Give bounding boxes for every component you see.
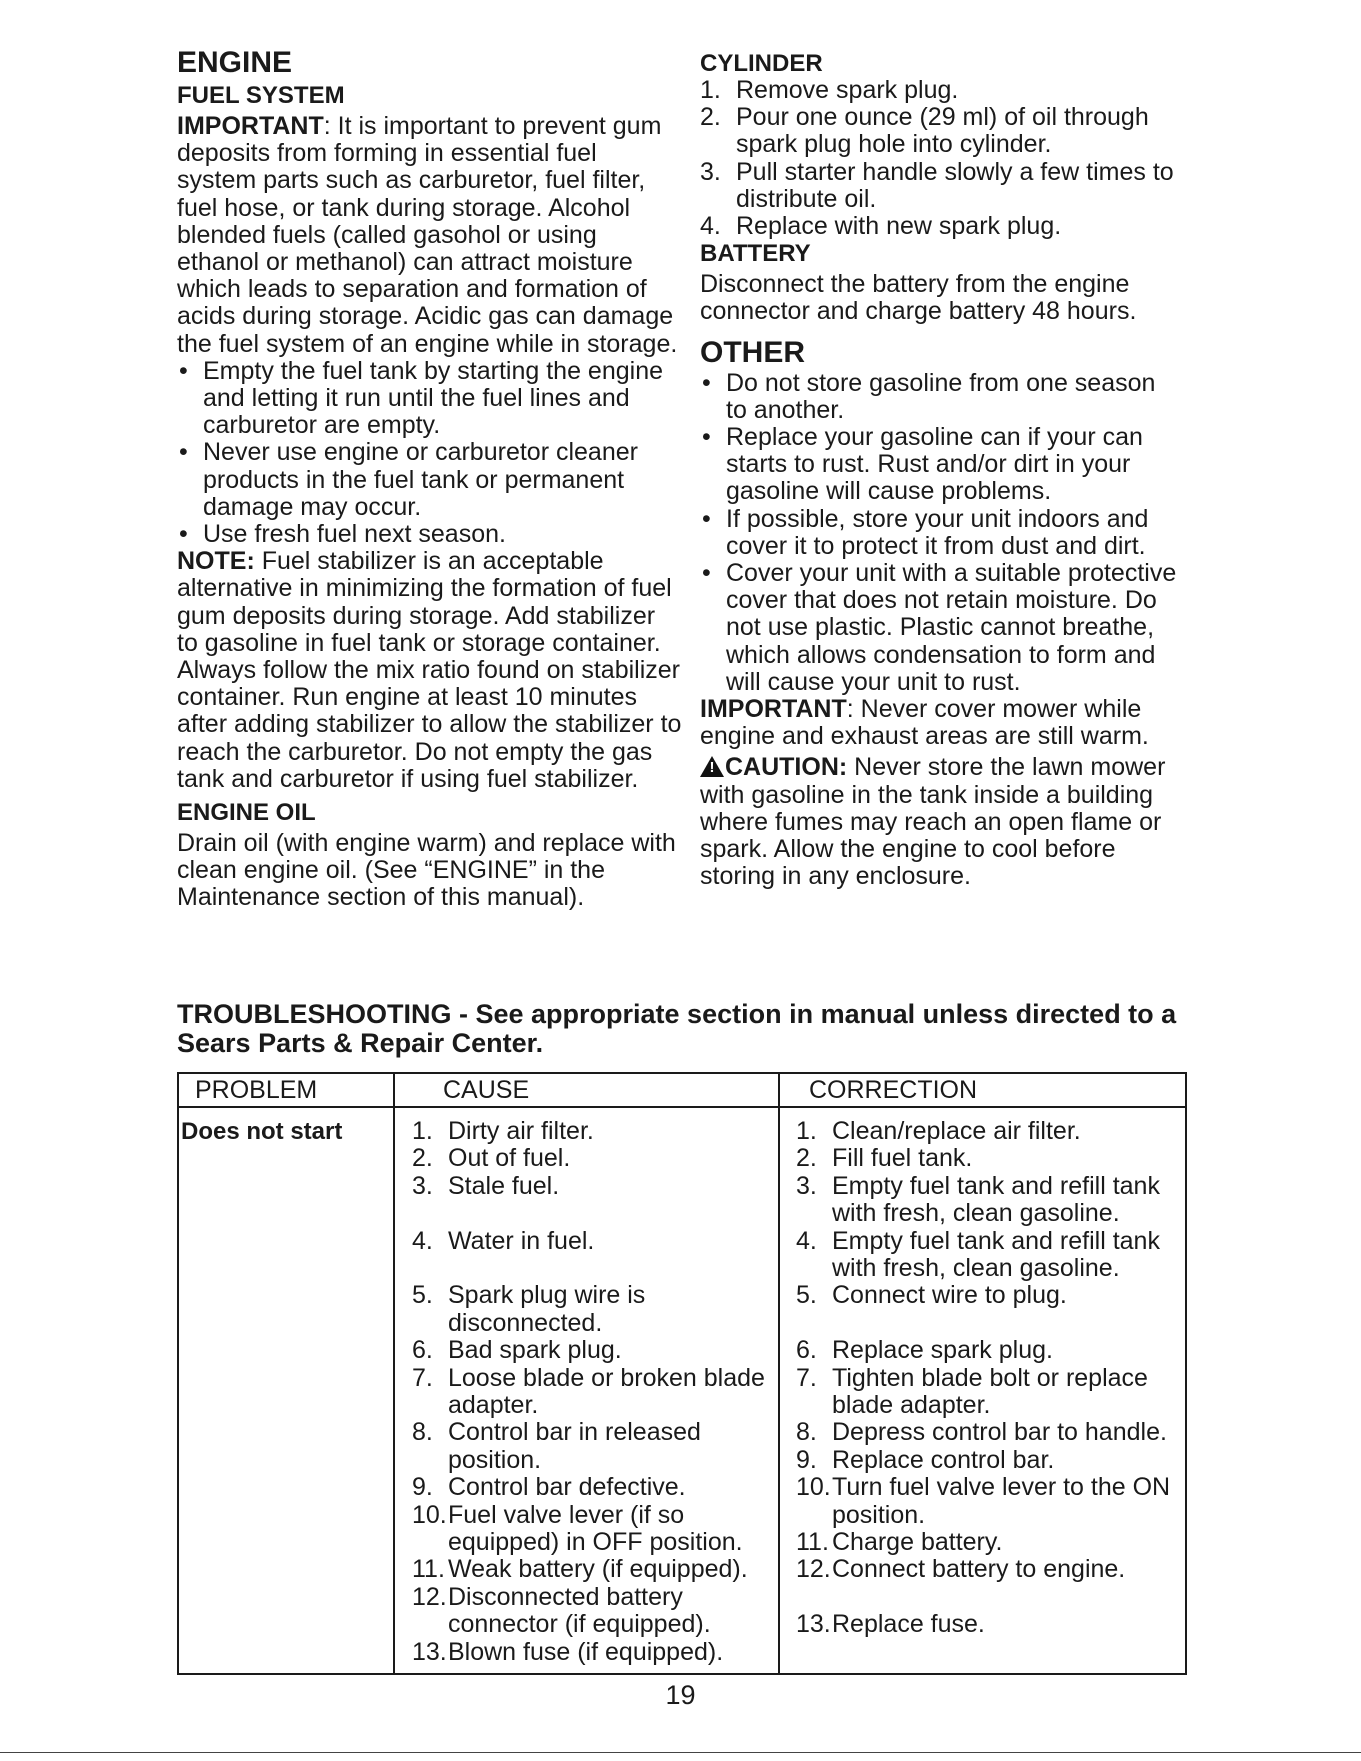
note-label: NOTE: (177, 547, 255, 576)
row-number: 13. (796, 1610, 831, 1639)
list-item (700, 159, 1180, 213)
row-number: 8. (796, 1418, 817, 1447)
header-correction: CORRECTION (809, 1076, 978, 1104)
correction-text: Turn fuel valve lever to the ON position. (832, 1473, 1171, 1529)
table-row (796, 1145, 1186, 1172)
row-number: 7. (412, 1363, 433, 1392)
row-number: 2. (412, 1144, 433, 1173)
list-item-text: Pull starter handle slowly a few times to distribute oil. (736, 157, 1174, 213)
table-header (179, 1074, 1185, 1108)
row-number: 13. (412, 1637, 447, 1666)
list-item (177, 521, 682, 548)
battery-text: Disconnect the battery from the engine connector and charge battery 48 hours. (700, 270, 1137, 326)
cause-text: Bad spark plug. (448, 1336, 622, 1365)
cause-text: Control bar defective. (448, 1473, 686, 1502)
row-number: 11. (796, 1528, 829, 1557)
row-number: 1. (412, 1117, 433, 1145)
problem-cell: Does not start (181, 1118, 343, 1145)
bullet-icon: • (702, 504, 711, 533)
table-row (412, 1228, 772, 1255)
table-row (412, 1145, 772, 1172)
cause-text: Weak battery (if equipped). (448, 1555, 748, 1584)
list-item-text: If possible, store your unit indoors and cover it to protect it from dust and dirt. (726, 504, 1149, 560)
correction-text: Empty fuel tank and refill tank with fresh, clean gasoline. (832, 1226, 1160, 1283)
important-label: IMPORTANT (700, 695, 847, 724)
engine-heading: ENGINE (177, 46, 293, 79)
troubleshooting-table (177, 1072, 1187, 1675)
cause-text: Blown fuse (if equipped). (448, 1637, 724, 1666)
list-item-text: Pour one ounce (29 ml) of oil through spark plug hole into cylinder. (736, 103, 1149, 159)
table-row (412, 1173, 772, 1200)
table-row (412, 1282, 772, 1337)
list-item-text: Empty the fuel tank by starting the engine and letting it run until the fuel lines and carburetor are empty. (203, 356, 663, 440)
list-item (700, 77, 1180, 104)
list-item (700, 424, 1180, 506)
table-row (412, 1118, 772, 1145)
table-row (796, 1611, 1186, 1638)
important-label: IMPORTANT (177, 112, 324, 140)
list-item (700, 370, 1180, 424)
row-number: 11. (412, 1555, 445, 1584)
bullet-icon: • (179, 356, 188, 385)
list-item (700, 560, 1180, 696)
row-number: 4. (412, 1226, 433, 1255)
step-number: 4. (700, 212, 721, 241)
cylinder-heading: CYLINDER (700, 50, 823, 77)
cylinder-steps (700, 77, 1180, 240)
row-number: 6. (412, 1336, 433, 1365)
list-item-text: Do not store gasoline from one season to another. (726, 368, 1156, 424)
caution-label: CAUTION: (725, 753, 848, 782)
list-item-text: Cover your unit with a suitable protective cover that does not retain moisture. Do not use plastic. Plastic cannot breathe, which allows condensation to form and will cause your unit to rust. (726, 559, 1177, 696)
correction-text: Empty fuel tank and refill tank with fresh, clean gasoline. (832, 1171, 1160, 1228)
list-item-text: Use fresh fuel next season. (203, 520, 506, 549)
table-row (796, 1365, 1186, 1420)
table-row (796, 1556, 1186, 1583)
step-number: 1. (700, 76, 721, 104)
note-paragraph (177, 548, 682, 793)
fuel-system-heading: FUEL SYSTEM (177, 82, 345, 109)
row-number: 1. (796, 1117, 817, 1145)
cause-text: Stale fuel. (448, 1171, 560, 1200)
bottom-rule (0, 1752, 1361, 1753)
row-number: 5. (412, 1281, 433, 1310)
correction-text: Replace fuse. (832, 1610, 985, 1639)
cause-text: Water in fuel. (448, 1226, 595, 1255)
list-item (700, 213, 1180, 240)
row-number: 7. (796, 1363, 817, 1392)
row-number: 12. (796, 1555, 831, 1584)
fuel-system-important (177, 113, 682, 358)
correction-text: Fill fuel tank. (832, 1144, 973, 1173)
table-row (796, 1447, 1186, 1474)
header-cause: CAUSE (443, 1076, 530, 1104)
caution-paragraph (700, 754, 1180, 890)
list-item (700, 506, 1180, 560)
list-item-text: Replace with new spark plug. (736, 212, 1062, 241)
table-row (412, 1584, 772, 1639)
column-divider (778, 1074, 780, 1673)
table-row (796, 1173, 1186, 1228)
row-number: 9. (412, 1473, 433, 1502)
troubleshooting-title: TROUBLESHOOTING - See appropriate section in manual unless directed to a Sears Parts & Repair Center. (177, 999, 1177, 1058)
battery-heading: BATTERY (700, 240, 811, 268)
row-number: 3. (412, 1171, 433, 1200)
list-item-text: Remove spark plug. (736, 76, 959, 104)
table-row (796, 1228, 1186, 1283)
cause-text: Loose blade or broken blade adapter. (448, 1363, 765, 1420)
row-number: 9. (796, 1445, 817, 1474)
step-number: 2. (700, 103, 721, 132)
list-item-text: Replace your gasoline can if your can starts to rust. Rust and/or dirt in your gasoline will cause problems. (726, 423, 1143, 506)
right-column (700, 46, 1180, 890)
row-number: 6. (796, 1336, 817, 1365)
cause-text: Disconnected battery connector (if equipped). (448, 1582, 711, 1639)
bullet-icon: • (179, 438, 188, 467)
warning-triangle-icon: ! (700, 756, 724, 777)
cause-text: Control bar in released position. (448, 1418, 701, 1474)
table-row (796, 1118, 1186, 1145)
table-row (412, 1419, 772, 1474)
cause-text: Spark plug wire is disconnected. (448, 1281, 646, 1337)
correction-text: Charge battery. (832, 1528, 1003, 1557)
header-problem: PROBLEM (195, 1076, 318, 1104)
list-item (177, 439, 682, 521)
correction-text: Tighten blade bolt or replace blade adapter. (832, 1363, 1148, 1420)
fuel-bullet-list (177, 358, 682, 548)
list-item-text: Never use engine or carburetor cleaner products in the fuel tank or permanent damage may occur. (203, 438, 638, 521)
correction-text: Replace control bar. (832, 1445, 1055, 1474)
engine-oil-heading: ENGINE OIL (177, 799, 316, 827)
column-divider (393, 1074, 395, 1673)
row-number: 8. (412, 1418, 433, 1447)
table-row (412, 1337, 772, 1364)
other-important (700, 696, 1180, 750)
cause-text: Dirty air filter. (448, 1117, 594, 1145)
row-number: 5. (796, 1281, 817, 1310)
left-column (177, 46, 682, 912)
correction-text: Connect wire to plug. (832, 1281, 1067, 1310)
table-row (796, 1474, 1186, 1529)
correction-text: Depress control bar to handle. (832, 1418, 1167, 1447)
row-number: 3. (796, 1171, 817, 1200)
table-row (412, 1365, 772, 1420)
note-text: Fuel stabilizer is an acceptable alternative in minimizing the formation of fuel gum deposits during storage. Add stabilizer to gasoline in fuel tank or storage container. Always follow the mix ratio found on stabilizer container. Run engine at least 10 minutes after adding stabilizer to allow the stabilizer to reach the carburetor. Do not empty the gas tank and carburetor if using fuel stabilizer. (177, 547, 682, 793)
bullet-icon: • (702, 368, 711, 397)
list-item (700, 104, 1180, 158)
important-text: : It is important to prevent gum deposits from forming in essential fuel system parts such as carburetor, fuel filter, fuel hose, or tank during storage. Alcohol blended fuels (called gasohol or using ethanol or methanol) can attract moisture which leads to separation and formation of acids during storage. Acidic gas can damage the fuel system of an engine while in storage. (177, 112, 678, 358)
correction-text: Replace spark plug. (832, 1336, 1053, 1365)
page-number: 19 (665, 1680, 696, 1710)
engine-oil-text: Drain oil (with engine warm) and replace with clean engine oil. (See “ENGINE” in the Maintenance section of this manual). (177, 829, 676, 912)
row-number: 12. (412, 1582, 447, 1611)
row-number: 10. (412, 1500, 447, 1529)
cause-cell (412, 1118, 772, 1666)
bullet-icon: • (179, 520, 188, 549)
table-row (412, 1502, 772, 1557)
important-text: : Never cover mower while engine and exhaust areas are still warm. (700, 695, 1149, 751)
bullet-icon: • (702, 423, 711, 452)
table-row (796, 1529, 1186, 1556)
other-heading: OTHER (700, 335, 805, 369)
table-row (412, 1639, 772, 1666)
row-number: 10. (796, 1473, 831, 1502)
correction-text: Connect battery to engine. (832, 1555, 1126, 1584)
cause-text: Out of fuel. (448, 1144, 571, 1173)
row-number: 2. (796, 1144, 817, 1173)
correction-text: Clean/replace air filter. (832, 1117, 1081, 1145)
list-item (177, 358, 682, 440)
correction-cell (796, 1118, 1186, 1639)
table-row (796, 1282, 1186, 1309)
bullet-icon: • (702, 559, 711, 588)
row-number: 4. (796, 1226, 817, 1255)
table-row (796, 1337, 1186, 1364)
step-number: 3. (700, 157, 721, 186)
other-bullet-list (700, 370, 1180, 696)
cause-text: Fuel valve lever (if so equipped) in OFF position. (448, 1500, 743, 1557)
caution-text: Never store the lawn mower with gasoline in the tank inside a building where fumes may reach an open flame or spark. Allow the engine to cool before storing in any enclosure. (700, 753, 1166, 891)
table-row (412, 1556, 772, 1583)
table-row (796, 1419, 1186, 1446)
table-row (412, 1474, 772, 1501)
